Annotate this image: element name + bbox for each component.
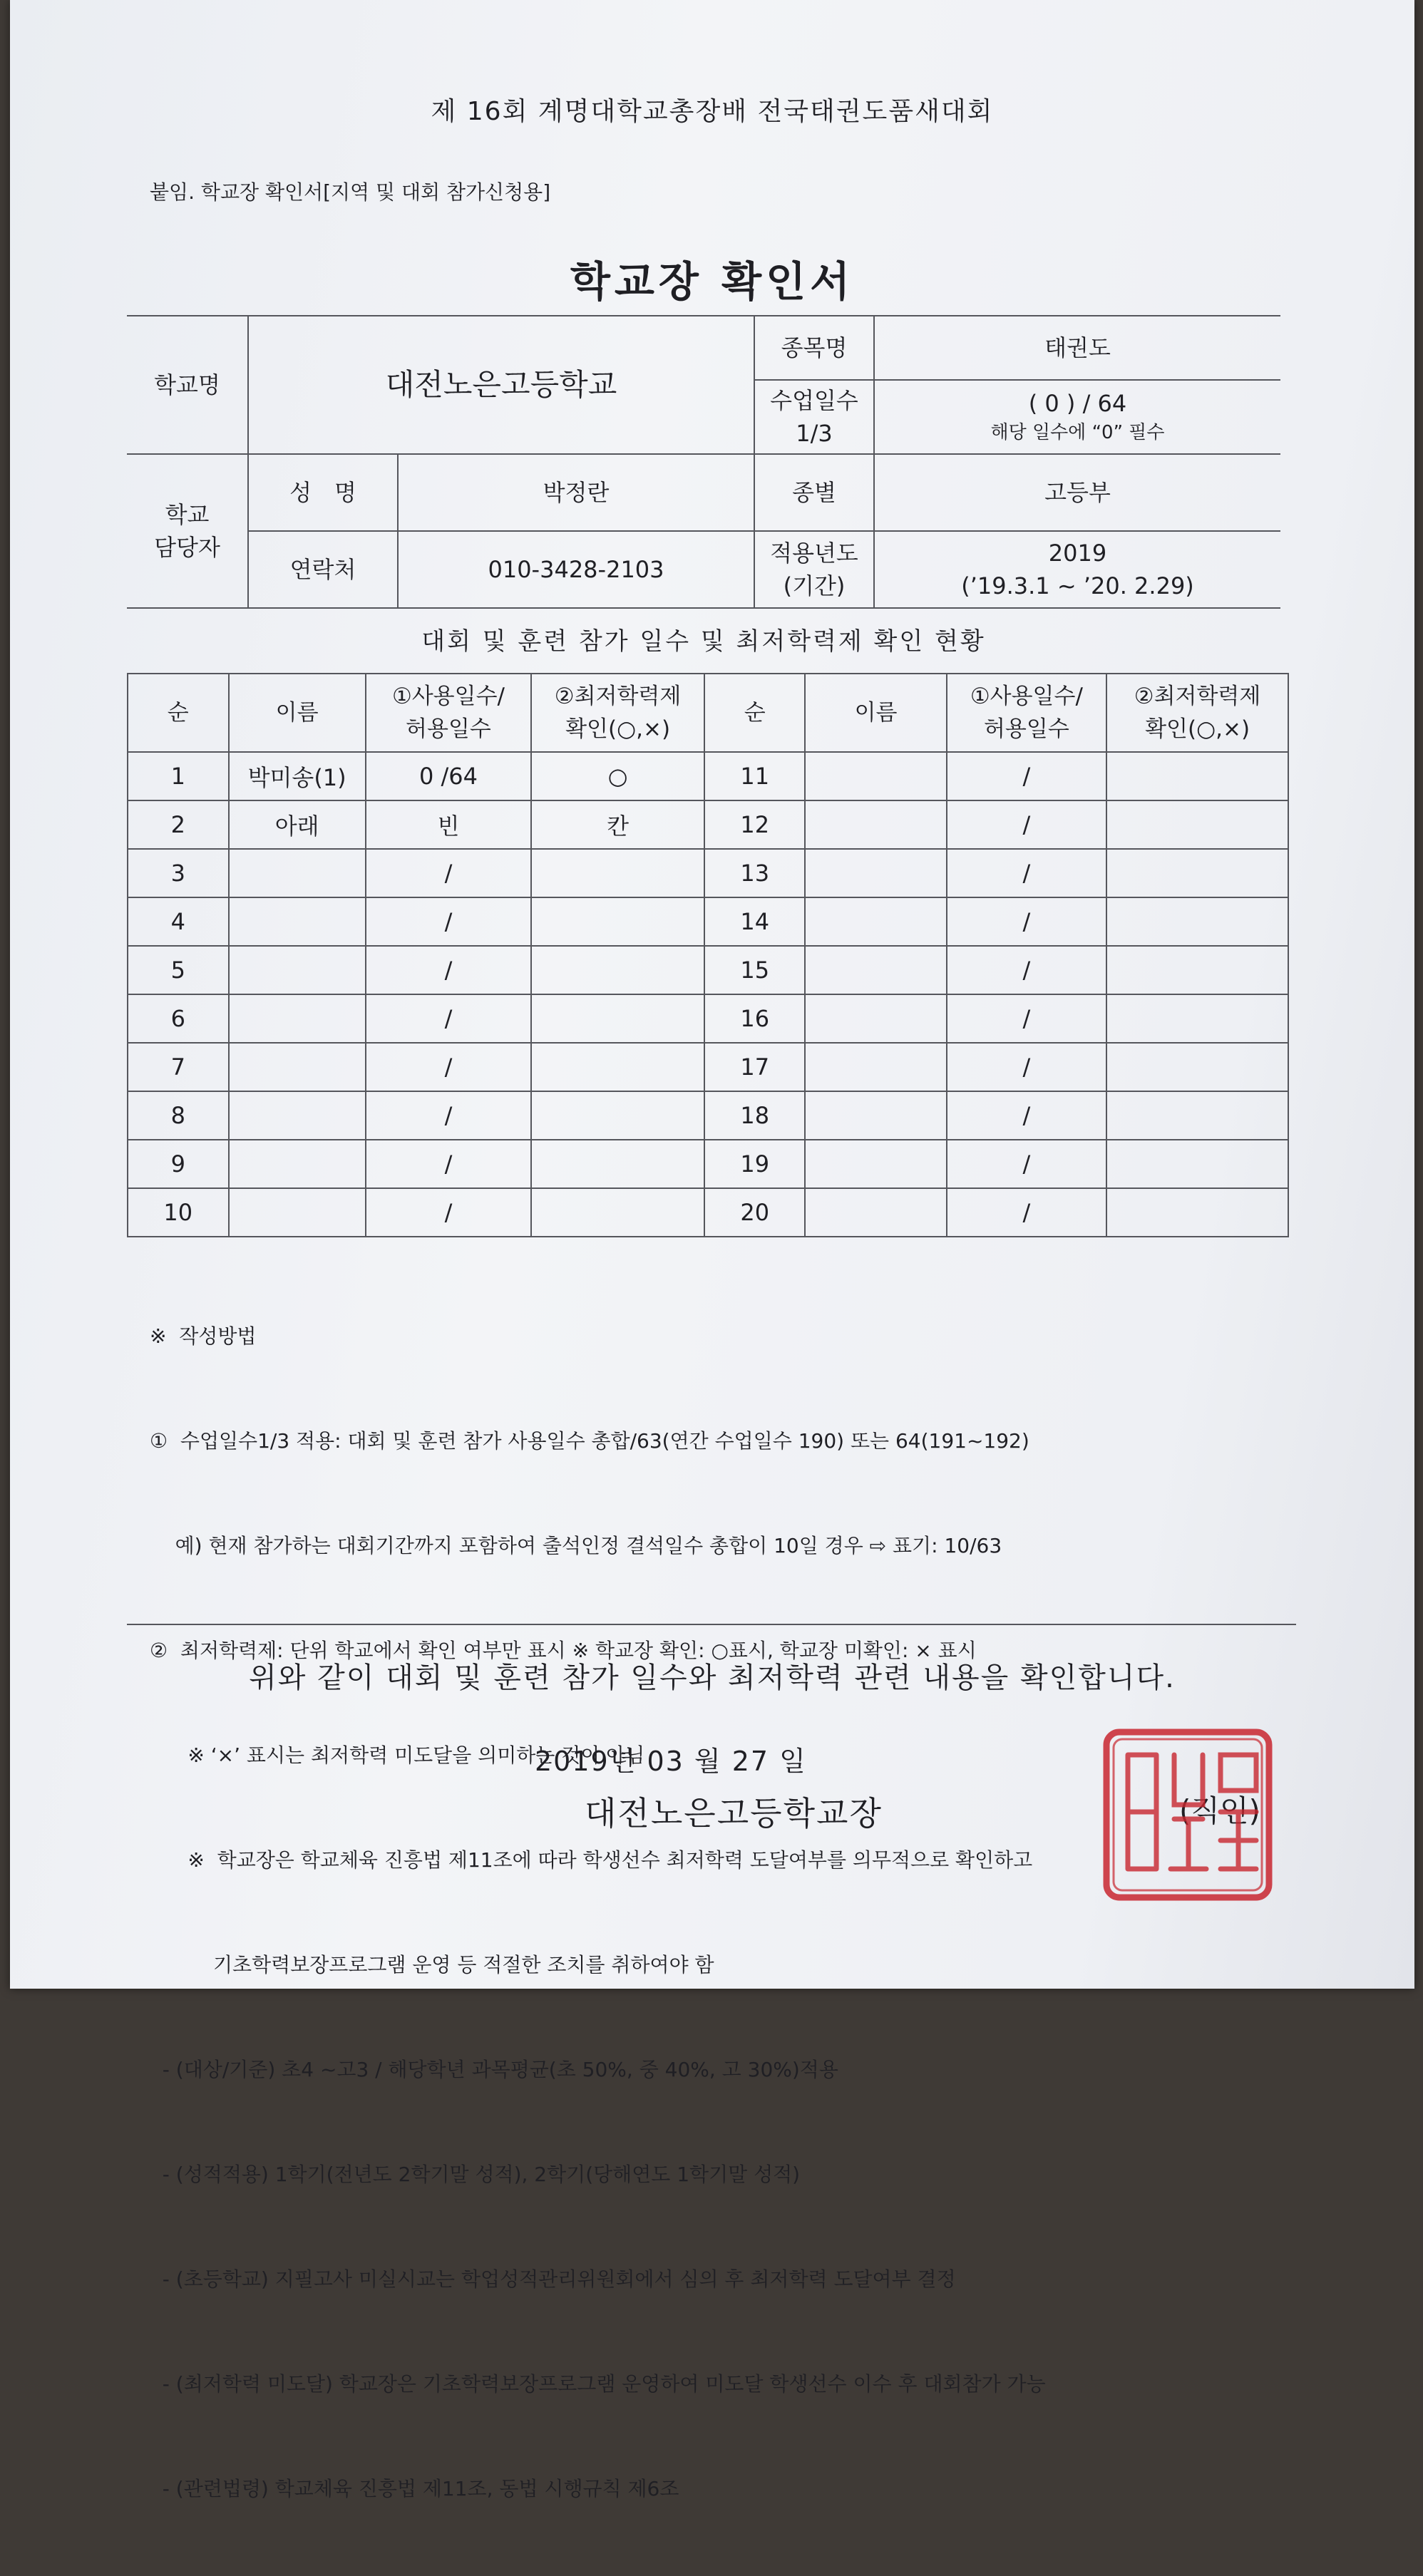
cell-right-name [805, 1091, 946, 1140]
cell-right-min [1106, 1140, 1288, 1188]
year-cell [874, 531, 1280, 608]
cell-right-no: 14 [704, 897, 806, 946]
cell-right-name [805, 946, 946, 994]
official-seal-stamp [1099, 1726, 1278, 1905]
division-label: 종별 [754, 454, 874, 531]
note-line: ※ ‘×’ 표시는 최저학력 미도달을 의미하는 것이 아님 [150, 1743, 645, 1767]
cell-right-no: 13 [704, 849, 806, 897]
table-row [128, 1188, 1288, 1237]
cell-left-days: / [366, 1043, 532, 1091]
note-line: - (성적적용) 1학기(전년도 2학기말 성적), 2학기(당해연도 1학기말 성적) [150, 2163, 801, 2186]
note-line: - (대상/기준) 초4 ~고3 / 해당학년 과목평균(초 50%, 중 40%, 고 30%)적용 [150, 2058, 838, 2081]
cell-right-min [1106, 1188, 1288, 1237]
header-days: ①사용일수/ 허용일수 [366, 674, 532, 752]
cell-left-no: 6 [128, 994, 229, 1043]
manager-label: 학교 담당자 [127, 454, 248, 608]
cell-left-name [229, 897, 366, 946]
cell-right-no: 20 [704, 1188, 806, 1237]
table-row [128, 994, 1288, 1043]
attachment-note: 붙임. 학교장 확인서[지역 및 대회 참가신청용] [150, 180, 551, 204]
header-days: ①사용일수/ 허용일수 [947, 674, 1106, 752]
cell-left-days: / [366, 946, 532, 994]
table-row [128, 897, 1288, 946]
cell-right-no: 12 [704, 800, 806, 849]
cell-left-no: 10 [128, 1188, 229, 1237]
cell-right-no: 19 [704, 1140, 806, 1188]
school-label: 학교명 [127, 316, 248, 454]
cell-right-days: / [947, 1140, 1106, 1188]
cell-left-min [531, 994, 704, 1043]
seal-label: (직인) [1179, 1793, 1260, 1828]
cell-right-name [805, 1043, 946, 1091]
cell-right-min [1106, 1091, 1288, 1140]
cell-left-no: 4 [128, 897, 229, 946]
cell-left-no: 8 [128, 1091, 229, 1140]
cell-right-days: / [947, 1188, 1106, 1237]
cell-left-days: 0 /64 [366, 752, 532, 800]
days-value-cell [874, 380, 1280, 454]
sport-label: 종목명 [754, 316, 874, 380]
cell-right-days: / [947, 994, 1106, 1043]
cell-left-no: 3 [128, 849, 229, 897]
info-table [127, 315, 1280, 609]
table-row [128, 1091, 1288, 1140]
table-row [128, 752, 1288, 800]
days-value: ( 0 ) / 64 [1028, 389, 1127, 417]
table-row [128, 849, 1288, 897]
cell-left-min [531, 897, 704, 946]
cell-right-name [805, 800, 946, 849]
sport-value: 태권도 [874, 316, 1280, 380]
note-line: - (초등학교) 지필고사 미실시교는 학업성적관리위원회에서 심의 후 최저학력 도달여부 결정 [150, 2267, 956, 2291]
cell-left-min [531, 946, 704, 994]
cell-right-name [805, 994, 946, 1043]
contact-label: 연락처 [248, 531, 398, 608]
year-label: 적용년도 (기간) [754, 531, 874, 608]
doc-title: 학교장 확인서 [570, 257, 855, 306]
contact-value: 010-3428-2103 [398, 531, 754, 608]
cell-right-min [1106, 897, 1288, 946]
cell-right-days: / [947, 1043, 1106, 1091]
status-title: 대회 및 훈련 참가 일수 및 최저학력제 확인 현황 [421, 627, 986, 656]
cell-right-no: 17 [704, 1043, 806, 1091]
cell-left-days: 빈 [366, 800, 532, 849]
document-page [10, 0, 1414, 2500]
header-no: 순 [128, 674, 229, 752]
cell-left-no: 1 [128, 752, 229, 800]
header-min: ②최저학력제 확인(○,×) [531, 674, 704, 752]
cell-left-no: 7 [128, 1043, 229, 1091]
header-min: ②최저학력제 확인(○,×) [1106, 674, 1288, 752]
principal-name: 대전노은고등학교장 [585, 1794, 883, 1833]
cell-left-name [229, 946, 366, 994]
cell-left-name [229, 1140, 366, 1188]
cell-right-days: / [947, 1091, 1106, 1140]
cell-left-min [531, 1140, 704, 1188]
cell-left-min [531, 1091, 704, 1140]
note-line: ※ 작성방법 [150, 1324, 257, 1348]
school-name: 대전노은고등학교 [248, 316, 754, 454]
header-no: 순 [704, 674, 806, 752]
cell-left-days: / [366, 1140, 532, 1188]
cell-right-days: / [947, 849, 1106, 897]
table-row [128, 1043, 1288, 1091]
cell-left-days: / [366, 1188, 532, 1237]
note-line: ※ 학교장은 학교체육 진흥법 제11조에 따라 학생선수 최저학력 도달여부를 의무적으로 확인하고 [150, 1848, 1033, 1872]
note-line: ② 최저학력제: 단위 학교에서 확인 여부만 표시 ※ 학교장 확인: ○표시, 학교장 미확인: × 표시 [150, 1639, 977, 1662]
event-title: 제 16회 계명대학교총장배 전국태권도품새대회 [431, 97, 994, 126]
name-value: 박정란 [398, 454, 754, 531]
cell-left-min [531, 1188, 704, 1237]
cell-right-name [805, 752, 946, 800]
division-value: 고등부 [874, 454, 1280, 531]
cell-right-no: 18 [704, 1091, 806, 1140]
cell-left-name [229, 1188, 366, 1237]
cell-right-days: / [947, 752, 1106, 800]
roster-body [128, 752, 1288, 1237]
name-label: 성 명 [248, 454, 398, 531]
header-name: 이름 [805, 674, 946, 752]
cell-left-days: / [366, 897, 532, 946]
table-row [128, 1140, 1288, 1188]
cell-left-name [229, 1091, 366, 1140]
cell-left-min: ○ [531, 752, 704, 800]
cell-right-no: 11 [704, 752, 806, 800]
cell-right-days: / [947, 946, 1106, 994]
cell-left-no: 2 [128, 800, 229, 849]
cell-left-name: 박미송(1) [229, 752, 366, 800]
header-name: 이름 [229, 674, 366, 752]
cell-left-name [229, 849, 366, 897]
note-line: 예) 현재 참가하는 대회기간까지 포함하여 출석인정 결석일수 총합이 10일 경우 ⇨ 표기: 10/63 [150, 1534, 1002, 1557]
cell-right-min [1106, 849, 1288, 897]
instructions [150, 1249, 1046, 2576]
cell-left-min: 칸 [531, 800, 704, 849]
cell-left-min [531, 849, 704, 897]
note-line: ① 수업일수1/3 적용: 대회 및 훈련 참가 사용일수 총합/63(연간 수업일수 190) 또는 64(191~192) [150, 1429, 1029, 1453]
cell-right-min [1106, 752, 1288, 800]
year-value: 2019 [1048, 539, 1107, 567]
cell-right-days: / [947, 800, 1106, 849]
note-line: 기초학력보장프로그램 운영 등 적절한 조치를 취하여야 함 [150, 1953, 714, 1977]
cell-left-no: 9 [128, 1140, 229, 1188]
cell-left-no: 5 [128, 946, 229, 994]
cell-left-name [229, 1043, 366, 1091]
divider [127, 1624, 1296, 1625]
cell-right-min [1106, 946, 1288, 994]
table-row [128, 946, 1288, 994]
roster-table [127, 673, 1289, 1237]
cell-left-name [229, 994, 366, 1043]
cell-right-no: 16 [704, 994, 806, 1043]
cell-right-min [1106, 1043, 1288, 1091]
cell-right-no: 15 [704, 946, 806, 994]
period-value: (’19.3.1 ~ ’20. 2.29) [961, 572, 1194, 599]
note-line: - (관련법령) 학교체육 진흥법 제11조, 동법 시행규칙 제6조 [150, 2477, 679, 2500]
date-text: 2019년 03 월 27 일 [535, 1746, 807, 1777]
cell-right-name [805, 1140, 946, 1188]
note-line: - (최저학력 미도달) 학교장은 기초학력보장프로그램 운영하여 미도달 학생선수 이수 후 대회참가 가능 [150, 2372, 1046, 2396]
cell-right-min [1106, 994, 1288, 1043]
cell-left-days: / [366, 849, 532, 897]
cell-right-name [805, 1188, 946, 1237]
confirm-statement: 위와 같이 대회 및 훈련 참가 일수와 최저학력 관련 내용을 확인합니다. [249, 1661, 1176, 1694]
table-row [128, 800, 1288, 849]
days-label: 수업일수 1/3 [754, 380, 874, 454]
cell-right-name [805, 849, 946, 897]
cell-right-name [805, 897, 946, 946]
cell-left-min [531, 1043, 704, 1091]
cell-left-days: / [366, 994, 532, 1043]
days-note: 해당 일수에 “0” 필수 [990, 422, 1165, 444]
cell-left-days: / [366, 1091, 532, 1140]
cell-left-name: 아래 [229, 800, 366, 849]
cell-right-min [1106, 800, 1288, 849]
cell-right-days: / [947, 897, 1106, 946]
